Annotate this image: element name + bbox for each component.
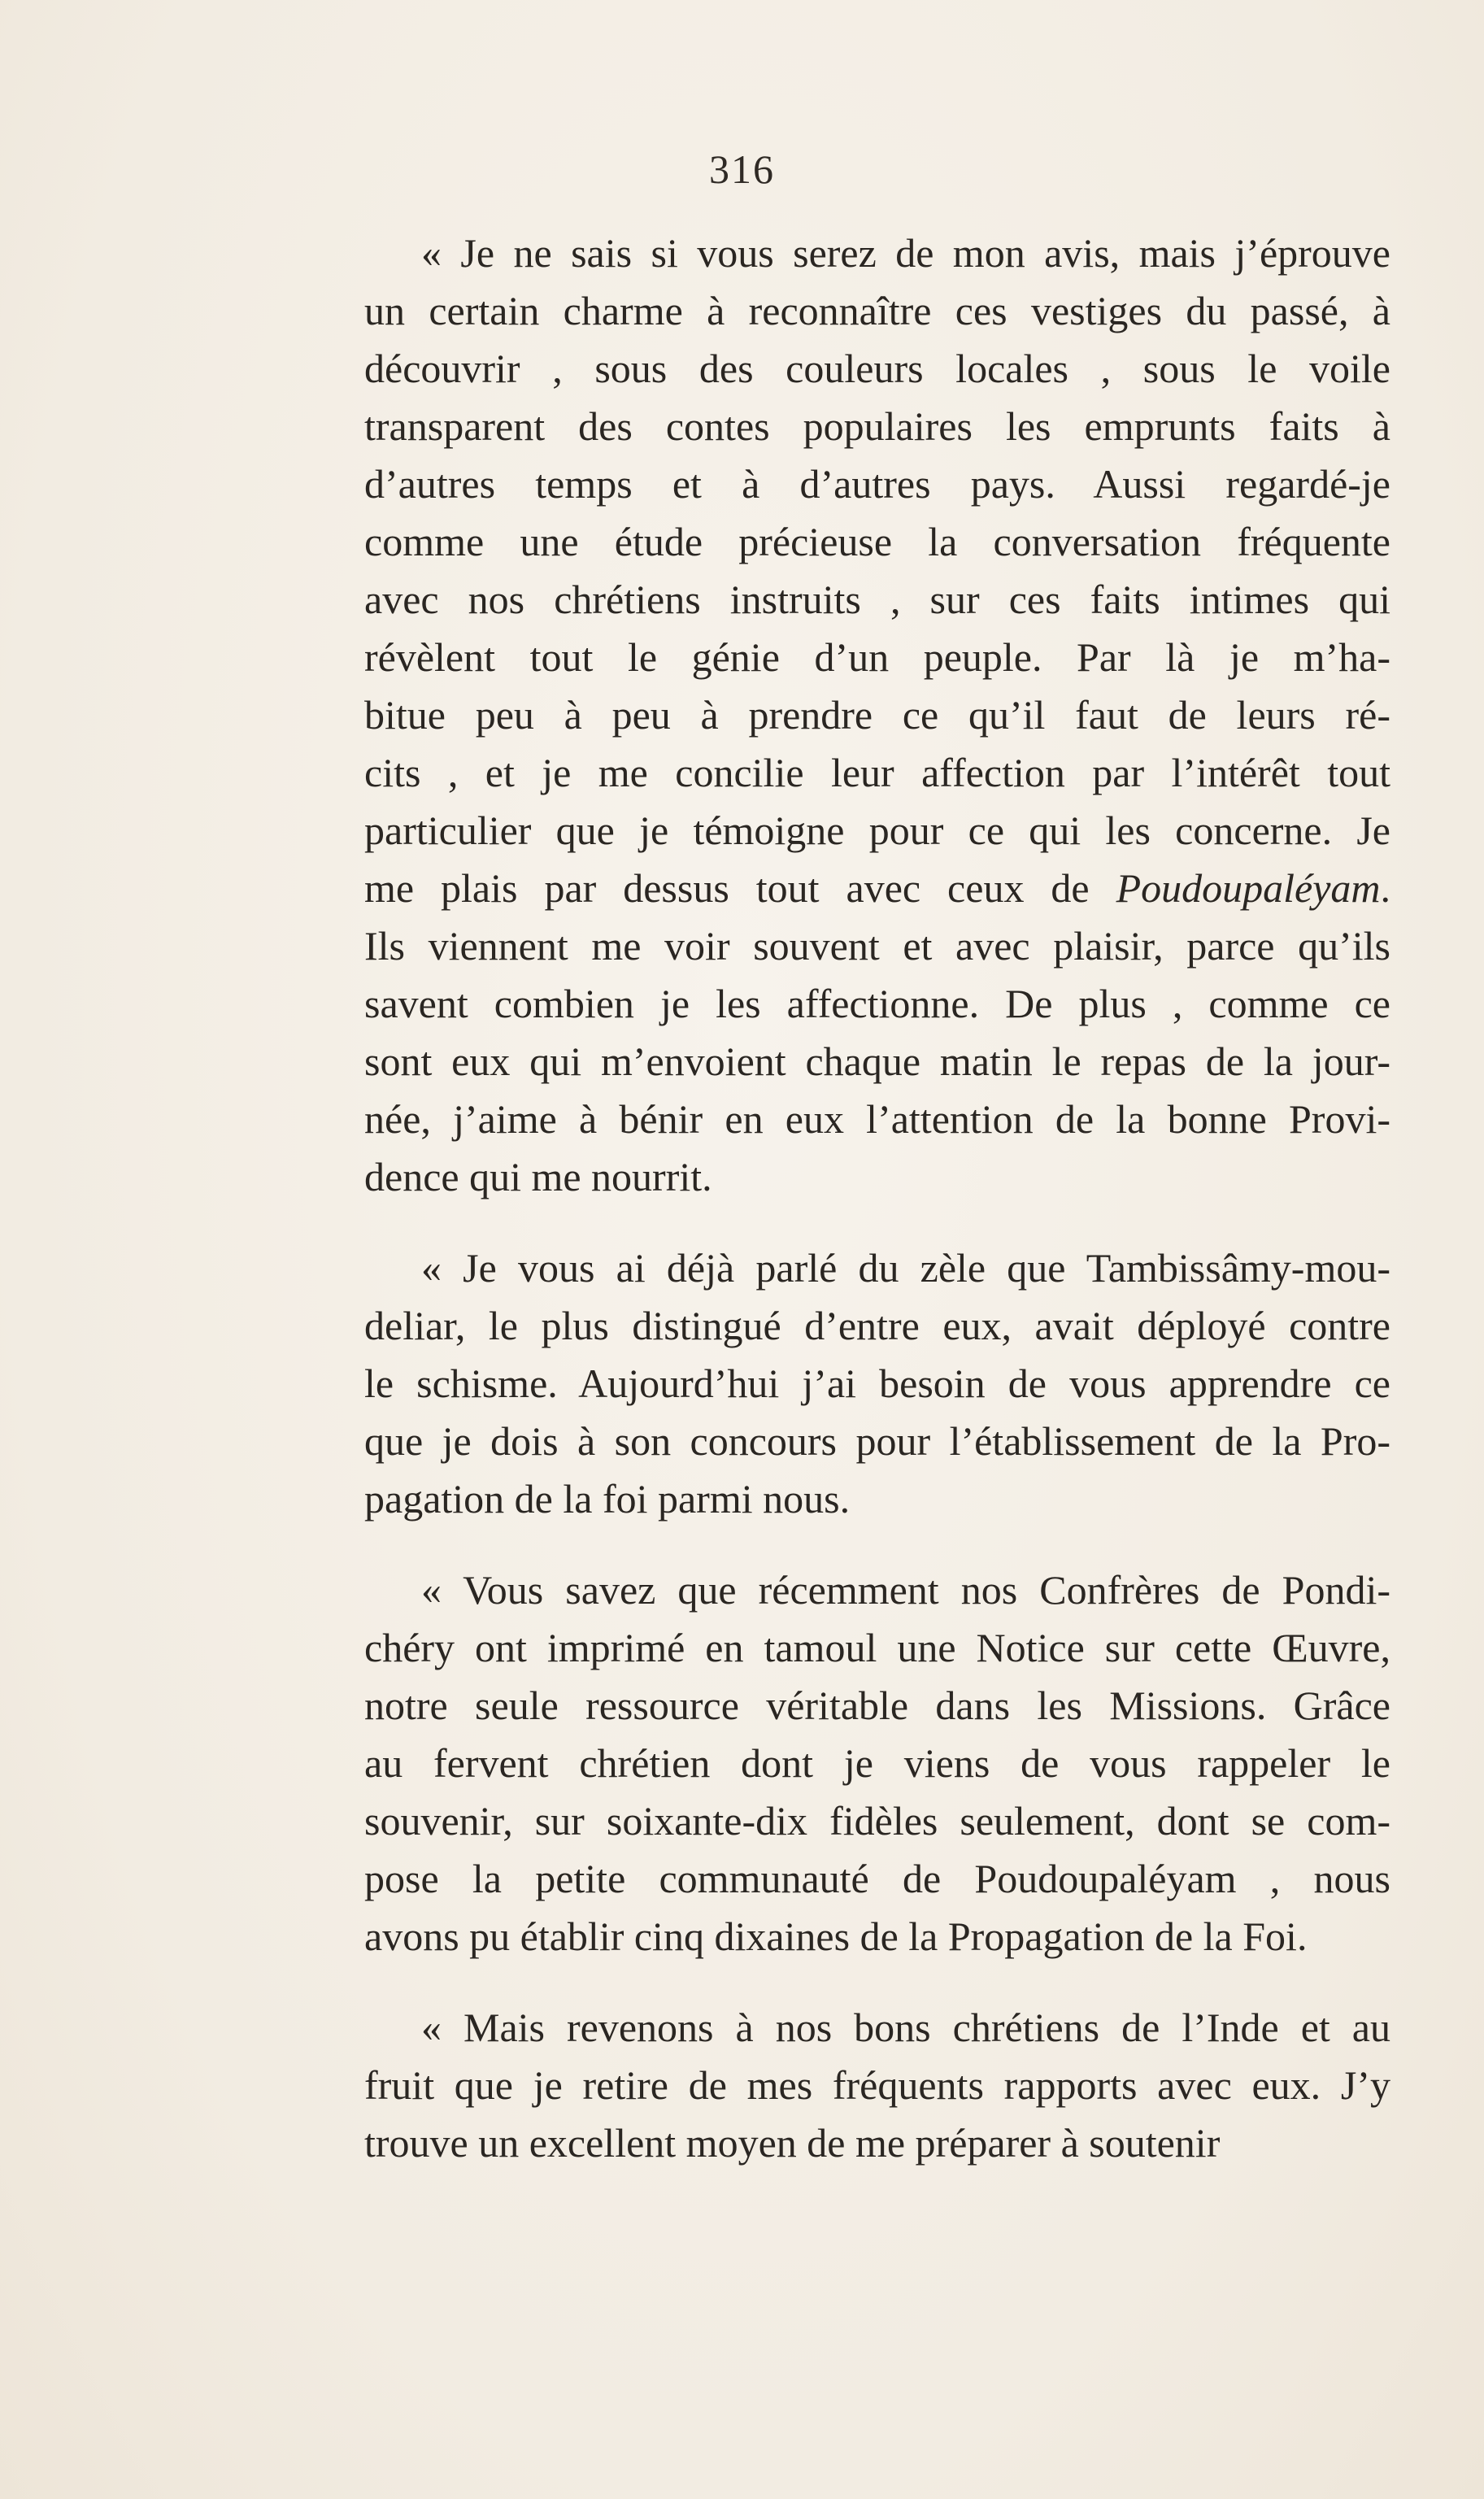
text-line: notre seule ressource véritable dans les Missions. Grâce [364, 1683, 1390, 1728]
text-line: trouve un excellent moyen de me préparer à soutenir [364, 2120, 1221, 2166]
text-line: révèlent tout le génie d’un peuple. Par là je m’ha- [364, 634, 1390, 680]
text-line: bitue peu à peu à prendre ce qu’il faut de leurs ré- [364, 692, 1390, 738]
text-line: pagation de la foi parmi nous. [364, 1476, 851, 1522]
text-line: « Mais revenons à nos bons chrétiens de l’Inde et au [421, 2005, 1390, 2050]
text-line: sont eux qui m’envoient chaque matin le repas de la jour- [364, 1038, 1390, 1084]
paragraph [364, 1239, 1390, 1528]
text-line: deliar, le plus distingué d’entre eux, avait déployé contre [364, 1303, 1390, 1348]
text-line: d’autres temps et à d’autres pays. Aussi regardé-je [364, 461, 1390, 507]
paragraph [364, 1561, 1390, 1966]
text-line: dence qui me nourrit. [364, 1154, 712, 1199]
text-line: le schisme. Aujourd’hui j’ai besoin de vous apprendre ce [364, 1361, 1390, 1406]
text-line: découvrir , sous des couleurs locales , sous le voile [364, 346, 1390, 391]
text-line: un certain charme à reconnaître ces vestiges du passé, à [364, 288, 1390, 333]
text-line: chéry ont imprimé en tamoul une Notice sur cette Œuvre, [364, 1625, 1390, 1670]
paragraph [364, 224, 1390, 1206]
text-line: comme une étude précieuse la conversation fréquente [364, 519, 1390, 564]
text-line: née, j’aime à bénir en eux l’attention de la bonne Provi- [364, 1096, 1390, 1142]
text-line: avec nos chrétiens instruits , sur ces faits intimes qui [364, 577, 1390, 622]
text-line: pose la petite communauté de Poudoupaléyam , nous [364, 1856, 1390, 1901]
text-line: « Je vous ai déjà parlé du zèle que Tambissâmy-mou- [421, 1245, 1390, 1291]
text-line: me plais par dessus tout avec ceux de Poudoupaléyam. [364, 865, 1390, 911]
text-line: cits , et je me concilie leur affection par l’intérêt tout [364, 750, 1390, 795]
text-line: savent combien je les affectionne. De plus , comme ce [364, 981, 1390, 1026]
page-number: 316 [709, 146, 775, 192]
text-line: « Vous savez que récemment nos Confrères de Pondi- [421, 1567, 1390, 1613]
text-line: fruit que je retire de mes fréquents rapports avec eux. J’y [364, 2062, 1390, 2108]
text-line: souvenir, sur soixante-dix fidèles seulement, dont se com- [364, 1798, 1390, 1844]
text-line: au fervent chrétien dont je viens de vous rappeler le [364, 1740, 1390, 1786]
body-text [364, 224, 1390, 2205]
text-line: transparent des contes populaires les emprunts faits à [364, 403, 1390, 449]
text-line: « Je ne sais si vous serez de mon avis, mais j’éprouve [421, 230, 1390, 276]
text-line: particulier que je témoigne pour ce qui les concerne. Je [364, 808, 1390, 853]
text-line: Ils viennent me voir souvent et avec plaisir, parce qu’ils [364, 923, 1390, 969]
text-line: avons pu établir cinq dixaines de la Propagation de la Foi. [364, 1913, 1308, 1959]
paragraph [364, 1999, 1390, 2172]
text-line: que je dois à son concours pour l’établissement de la Pro- [364, 1418, 1390, 1464]
